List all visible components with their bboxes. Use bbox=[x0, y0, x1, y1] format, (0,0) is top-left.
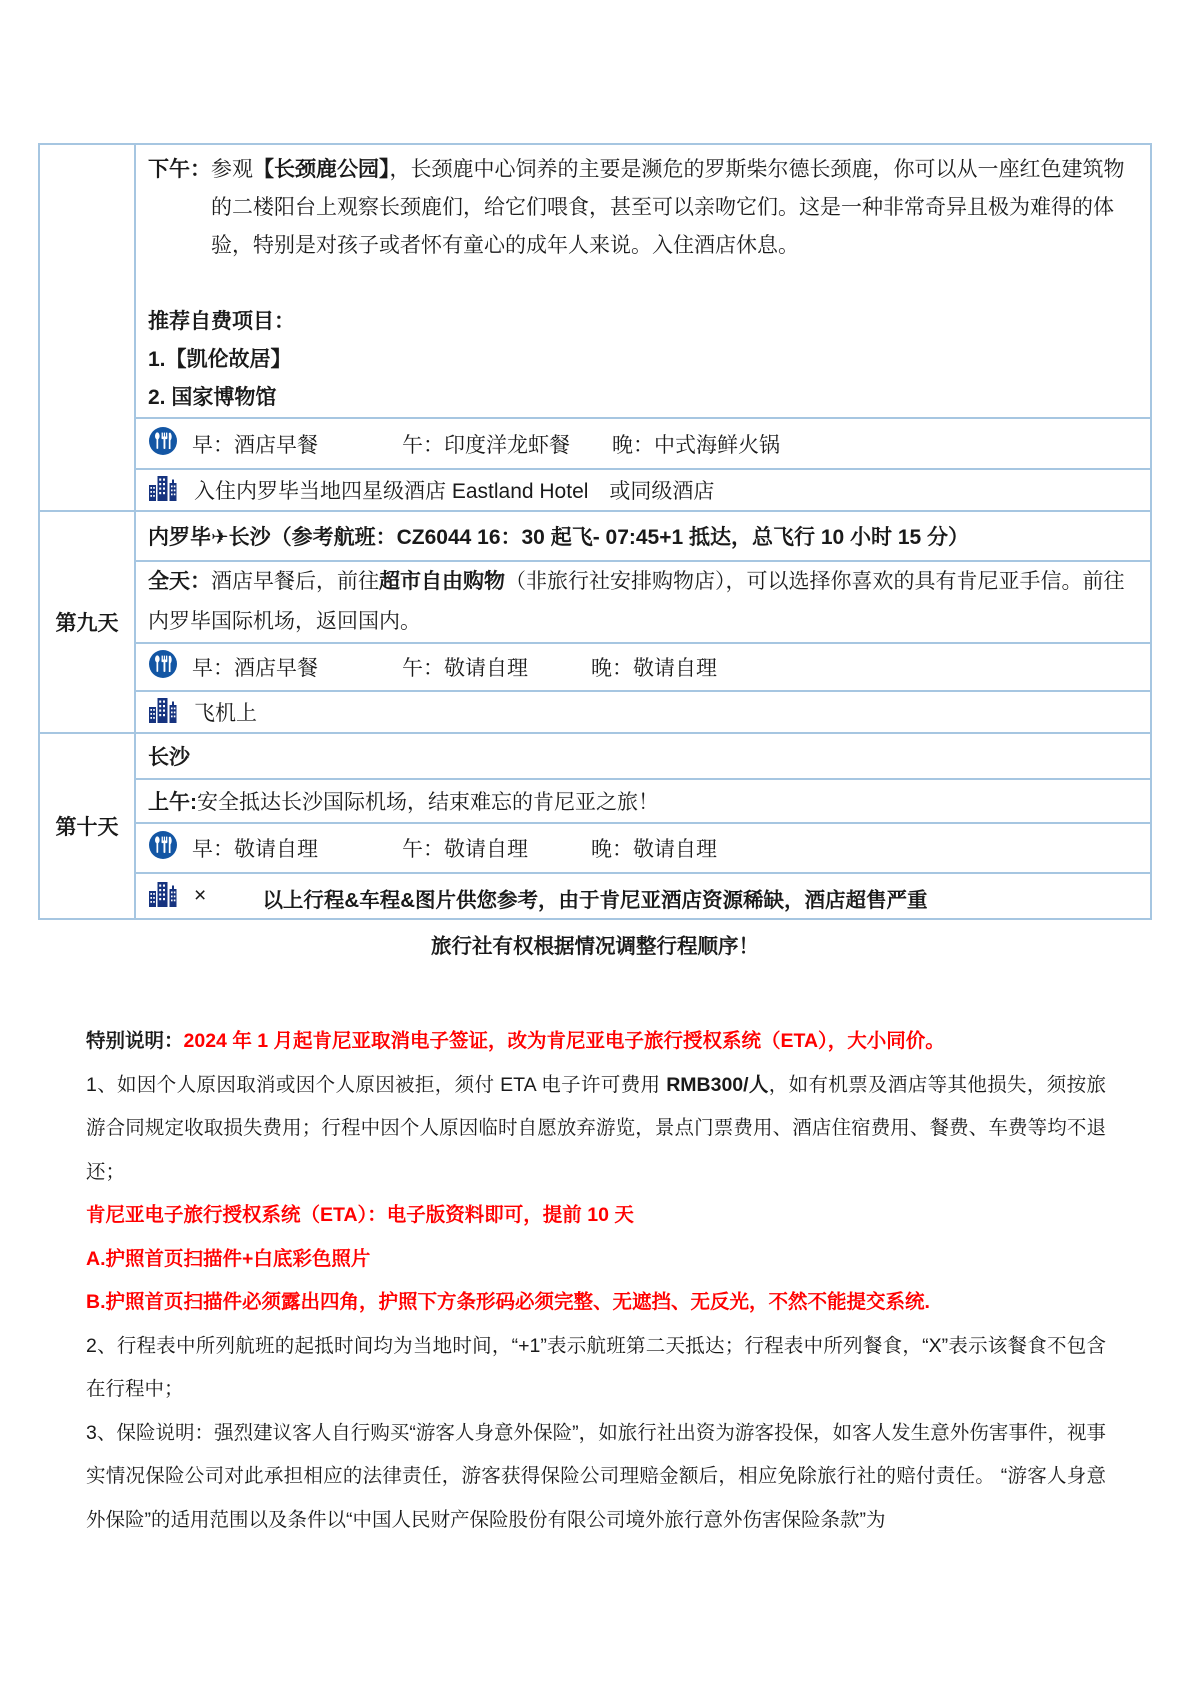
recommend-title: 推荐自费项目： bbox=[148, 310, 295, 333]
hotel-text: 飞机上 bbox=[194, 702, 257, 725]
table-row bbox=[39, 733, 1151, 779]
special-notes-heading: 特别说明：2024 年 1 月起肯尼亚取消电子签证，改为肯尼亚电子旅行授权系统（ETA），大小同价。 bbox=[86, 1030, 945, 1052]
meal-icon bbox=[148, 649, 178, 685]
notice-line: 旅行社有权根据情况调整行程顺序！ bbox=[431, 935, 759, 958]
meals-text: 早：敬请自理 午：敬请自理 晚：敬请自理 bbox=[192, 838, 717, 861]
recommend-item: 1.【凯伦故居】 bbox=[148, 348, 292, 371]
hotel-text: 入住内罗毕当地四星级酒店 Eastland Hotel 或同级酒店 bbox=[194, 480, 715, 503]
table-row bbox=[39, 469, 1151, 511]
day8-hotel-cell bbox=[135, 469, 1151, 511]
day8-meals-cell bbox=[135, 418, 1151, 469]
table-row bbox=[39, 779, 1151, 823]
hotel-text: × bbox=[194, 884, 207, 907]
note-item-2: 2、行程表中所列航班的起抵时间均为当地时间，“+1”表示航班第二天抵达；行程表中所列餐食，“X”表示该餐食不包含在行程中； bbox=[86, 1334, 1106, 1400]
note-item-1: 1、如因个人原因取消或因个人原因被拒，须付 ETA 电子许可费用 RMB300/人，如有机票及酒店等其他损失，须按旅游合同规定收取损失费用；行程中因个人原因临时自愿放弃游览，景点门票费用、酒店住宿费用、餐费、车费等均不退还； bbox=[86, 1073, 1106, 1183]
day9-label-cell: 第九天 bbox=[39, 511, 135, 733]
day10-meals-cell bbox=[135, 823, 1151, 873]
day-label-cell-empty bbox=[39, 144, 135, 511]
hotel-buildings-icon bbox=[148, 472, 180, 508]
day10-description: 上午:安全抵达长沙国际机场，结束难忘的肯尼亚之旅！ bbox=[148, 791, 659, 814]
meals-text: 早：酒店早餐 午：敬请自理 晚：敬请自理 bbox=[192, 657, 717, 680]
special-notes bbox=[86, 1020, 1106, 1542]
day10-desc-cell bbox=[135, 779, 1151, 823]
meal-icon bbox=[148, 426, 178, 462]
day9-hotel-cell bbox=[135, 691, 1151, 733]
day9-description: 全天：酒店早餐后，前往超市自由购物（非旅行社安排购物店），可以选择你喜欢的具有肯尼亚手信。前往内罗毕国际机场，返回国内。 bbox=[148, 570, 1125, 633]
day9-meals-cell bbox=[135, 643, 1151, 691]
center-notice bbox=[0, 878, 1190, 970]
itinerary-table bbox=[38, 143, 1152, 920]
recommend-item: 2. 国家博物馆 bbox=[148, 386, 277, 409]
table-row bbox=[39, 691, 1151, 733]
table-row bbox=[39, 823, 1151, 873]
day9-desc-cell bbox=[135, 561, 1151, 643]
afternoon-paragraph: 下午：参观【长颈鹿公园】，长颈鹿中心饲养的主要是濒危的罗斯柴尔德长颈鹿，你可以从一座红色建筑物的二楼阳台上观察长颈鹿们，给它们喂食，甚至可以亲吻它们。这是一种非常奇异且极为难得的体验，特别是对孩子或者怀有童心的成年人来说。入住酒店休息。 bbox=[148, 158, 1125, 257]
notice-line: 以上行程&车程&图片供您参考，由于肯尼亚酒店资源稀缺，酒店超售严重 bbox=[262, 889, 928, 912]
day10-label-cell: 第十天 bbox=[39, 733, 135, 919]
table-row bbox=[39, 511, 1151, 561]
day8-afternoon-cell bbox=[135, 144, 1151, 418]
day10-title-cell: 长沙 bbox=[135, 733, 1151, 779]
meal-icon bbox=[148, 830, 178, 866]
eta-requirement-line: 肯尼亚电子旅行授权系统（ETA）：电子版资料即可，提前 10 天 bbox=[86, 1204, 634, 1226]
table-row bbox=[39, 144, 1151, 418]
hotel-buildings-icon bbox=[148, 694, 180, 730]
table-row bbox=[39, 561, 1151, 643]
day9-title-cell: 内罗毕✈长沙（参考航班：CZ6044 16：30 起飞- 07:45+1 抵达，总飞行 10 小时 15 分） bbox=[135, 511, 1151, 561]
note-item-3: 3、保险说明：强烈建议客人自行购买“游客人身意外保险”，如旅行社出资为游客投保，如客人发生意外伤害事件，视事实情况保险公司对此承担相应的法律责任，游客获得保险公司理赔金额后，相应免除旅行社的赔付责任。 “游客人身意外保险”的适用范围以及条件以“中国人民财产保险股份有限公司境外旅行意外伤害保险条款”为 bbox=[86, 1421, 1106, 1531]
eta-item-b: B.护照首页扫描件必须露出四角，护照下方条形码必须完整、无遮挡、无反光，不然不能提交系统. bbox=[86, 1291, 930, 1313]
table-row bbox=[39, 418, 1151, 469]
spacer bbox=[148, 265, 1138, 303]
table-row bbox=[39, 643, 1151, 691]
meals-text: 早：酒店早餐 午：印度洋龙虾餐 晚：中式海鲜火锅 bbox=[192, 433, 780, 457]
eta-item-a: A.护照首页扫描件+白底彩色照片 bbox=[86, 1247, 371, 1270]
